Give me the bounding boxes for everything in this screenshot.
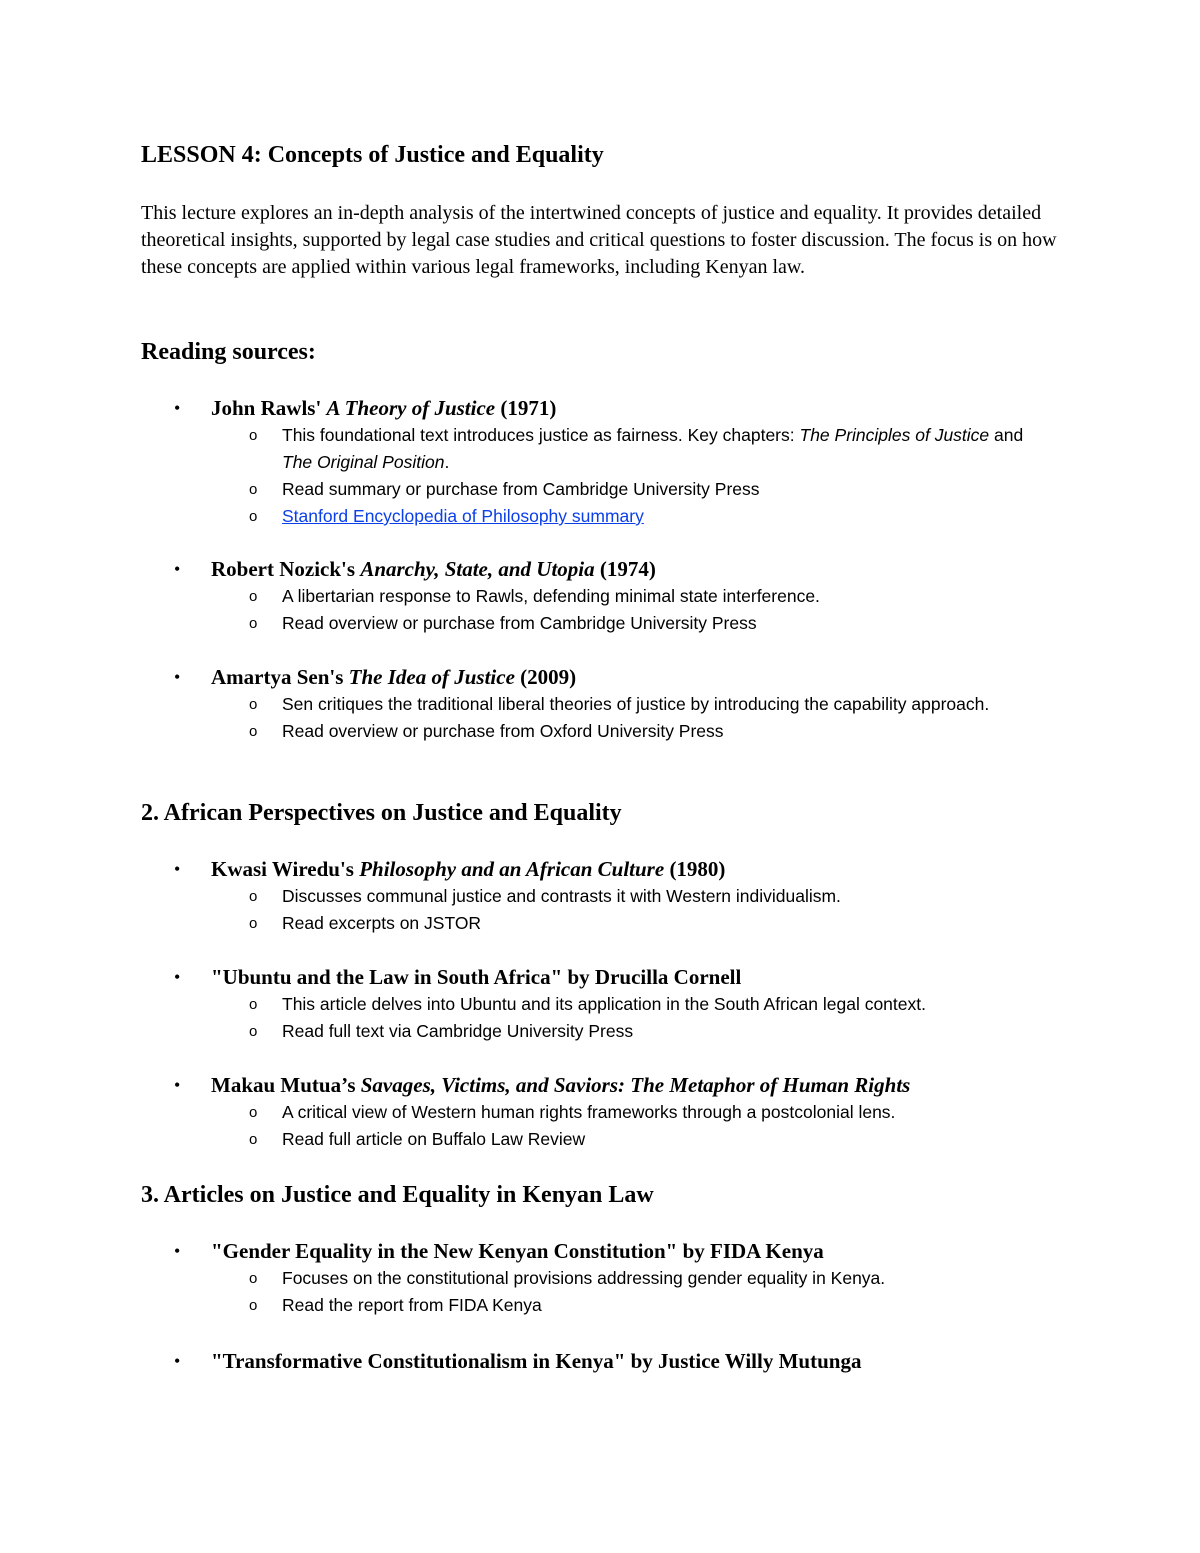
sub-bullet-marker: o [249, 1270, 258, 1287]
kenyan-law-heading: 3. Articles on Justice and Equality in Kenyan Law [141, 1182, 654, 1208]
bullet-marker: • [174, 1351, 181, 1371]
entry-title [211, 556, 656, 583]
sub-item [0, 583, 1200, 610]
entry-year: (1974) [599, 557, 656, 581]
sub-item [0, 503, 1200, 530]
entry-work-title: Savages, Victims, and Saviors: The Metaphor of Human Rights [360, 1073, 911, 1097]
sub-item [0, 718, 1200, 745]
sub-bullet-marker: o [249, 588, 258, 605]
note-text: Read overview or purchase from Oxford University Press [282, 721, 724, 741]
sub-item [0, 476, 1200, 503]
sub-item [0, 610, 1200, 637]
sub-bullet-marker: o [249, 888, 258, 905]
entry-work-title: The Idea of Justice [348, 665, 515, 689]
sub-bullet-marker: o [249, 1131, 258, 1148]
sub-item [0, 1099, 1200, 1126]
sub-bullet-marker: o [249, 1104, 258, 1121]
entry-year: (1971) [500, 396, 557, 420]
lesson-title: LESSON 4: Concepts of Justice and Equality [141, 142, 604, 168]
sub-item [0, 1126, 1200, 1153]
sub-bullet-marker: o [249, 508, 258, 525]
note-text: Focuses on the constitutional provisions addressing gender equality in Kenya. [282, 1268, 886, 1288]
bullet-marker: • [174, 398, 181, 418]
bullet-marker: • [174, 667, 181, 687]
stanford-encyclopedia-link[interactable]: Stanford Encyclopedia of Philosophy summary [282, 506, 644, 526]
sub-item [0, 422, 1200, 476]
entry-work-title: A Theory of Justice [326, 396, 496, 420]
entry-author: John Rawls' [211, 396, 322, 420]
entry-year: (2009) [520, 665, 577, 689]
note-text: Read full article on Buffalo Law Review [282, 1129, 586, 1149]
bullet-marker: • [174, 967, 181, 987]
note-text: A libertarian response to Rawls, defending minimal state interference. [282, 586, 820, 606]
african-perspectives-heading: 2. African Perspectives on Justice and Equality [141, 800, 622, 826]
note-text: A critical view of Western human rights frameworks through a postcolonial lens. [282, 1102, 896, 1122]
note-text: This foundational text introduces justice as fairness. Key chapters: [282, 425, 800, 445]
sub-item [0, 910, 1200, 937]
sub-bullet-marker: o [249, 696, 258, 713]
bullet-marker: • [174, 1075, 181, 1095]
note-text: Read summary or purchase from Cambridge University Press [282, 479, 760, 499]
sub-bullet-marker: o [249, 481, 258, 498]
chapter-original-position: The Original Position [282, 452, 445, 472]
chapter-principles-of-justice: The Principles of Justice [799, 425, 990, 445]
note-text: Read excerpts on JSTOR [282, 913, 482, 933]
entry-author: Amartya Sen's [211, 665, 344, 689]
sub-item [0, 883, 1200, 910]
note-text: . [444, 452, 450, 472]
note-text: Discusses communal justice and contrasts it with Western individualism. [282, 886, 841, 906]
sub-item [0, 1265, 1200, 1292]
entry-title: "Transformative Constitutionalism in Kenya" by Justice Willy Mutunga [211, 1349, 862, 1373]
note-text: Read the report from FIDA Kenya [282, 1295, 542, 1315]
note-text: Sen critiques the traditional liberal theories of justice by introducing the capability approach. [282, 694, 990, 714]
bullet-marker: • [174, 559, 181, 579]
bullet-marker: • [174, 1241, 181, 1261]
entry-title: "Gender Equality in the New Kenyan Constitution" by FIDA Kenya [211, 1239, 824, 1263]
entry-year: (1980) [669, 857, 726, 881]
sub-item [0, 1018, 1200, 1045]
sub-item [0, 691, 1200, 718]
sub-bullet-marker: o [249, 615, 258, 632]
entry-author: Robert Nozick's [211, 557, 356, 581]
note-text: and [989, 425, 1024, 445]
entry-author: Makau Mutua’s [211, 1073, 356, 1097]
entry-work-title: Philosophy and an African Culture [359, 857, 665, 881]
sub-item [0, 1292, 1200, 1319]
sub-bullet-marker: o [249, 1297, 258, 1314]
entry-author: Kwasi Wiredu's [211, 857, 354, 881]
sub-item [0, 991, 1200, 1018]
note-text: Read full text via Cambridge University Press [282, 1021, 634, 1041]
lesson-intro-paragraph: This lecture explores an in-depth analysis of the intertwined concepts of justice and equality. It provides detailed theoretical insights, supported by legal case studies and critical questions to foster discussion. The focus is on how these concepts are applied within various legal frameworks, including Kenyan law. [141, 202, 1057, 278]
entry-title: "Ubuntu and the Law in South Africa" by Drucilla Cornell [211, 965, 742, 989]
bullet-marker: • [174, 859, 181, 879]
entry-title [211, 395, 556, 422]
note-text: Read overview or purchase from Cambridge University Press [282, 613, 757, 633]
entry-title [211, 856, 725, 883]
sub-bullet-marker: o [249, 427, 258, 444]
entry-title [211, 1072, 910, 1099]
sub-bullet-marker: o [249, 1023, 258, 1040]
note-text: This article delves into Ubuntu and its application in the South African legal context. [282, 994, 926, 1014]
entry-title [211, 664, 576, 691]
reading-sources-heading: Reading sources: [141, 339, 316, 365]
sub-bullet-marker: o [249, 723, 258, 740]
entry-work-title: Anarchy, State, and Utopia [360, 557, 595, 581]
sub-bullet-marker: o [249, 915, 258, 932]
sub-bullet-marker: o [249, 996, 258, 1013]
